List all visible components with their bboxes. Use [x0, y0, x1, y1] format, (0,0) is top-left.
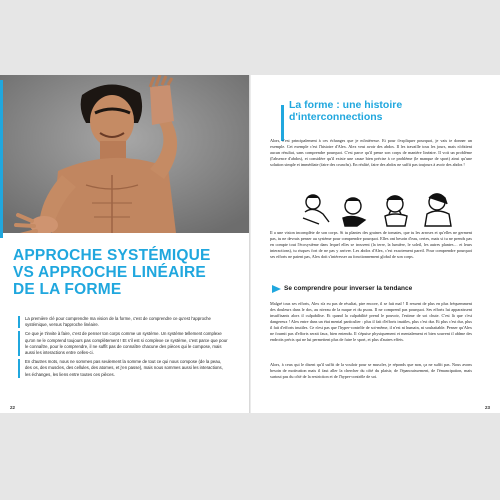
title-line: d'interconnections: [289, 111, 383, 123]
title-line: VS APPROCHE LINÉAIRE: [13, 264, 206, 281]
section-title: [289, 99, 459, 123]
arrow-right-icon: [272, 285, 281, 293]
right-page: [251, 75, 500, 413]
intro-paragraph: En d'autres mots, nous ne sommes pas seulement la somme de tout ce qui nous compose (de la peau, des os, des muscles, des cellules, des atomes, et j'en passe), mais nous sommes aussi les interactions, les échanges, les liens entre toutes ces pièces.: [18, 359, 228, 378]
title-line: La forme : une histoire: [289, 99, 403, 111]
title-line: DE LA FORME: [13, 281, 122, 298]
accent-bar: [281, 105, 284, 141]
page-number: 23: [484, 405, 490, 410]
man-photo: [0, 75, 249, 233]
body-paragraph: Alors, à ceux qui le disent qu'il suffit de la vouloir pour se muscler, je réponds que non, ça ne suffit pas. Nous avons besoin de motivation mais il faut aller la chercher du côté du plaisir, de l'épanouissement, de l'émancipation, mais surtout pas du côté de la restriction et de l'hyper-contrôle de soi.: [270, 362, 472, 379]
photo-man-reaching-hand-icon: [0, 75, 249, 233]
subheading-label: Se comprendre pour inverser la tendance: [284, 285, 413, 292]
title-line: APPROCHE SYSTÉMIQUE: [13, 247, 211, 264]
subheading: [270, 284, 480, 294]
intro-text: [18, 316, 228, 381]
intro-paragraph: Ce que je t'invite à faire, c'est de penser ton corps comme un système. Un système tellement complexe qu'on ne le comprend toujours pas complètement ! Et s'il est si complexe ce système, c'est parce que pour le connaître, pour le comprendre, il ne suffit pas de connaître chacune des pièces qui le compose, mais aussi les interactions entre celles-ci.: [18, 331, 228, 356]
intro-paragraph: La première clé pour comprendre ma vision de la forme, c'est de comprendre ce qu'est l'approche systémique, versus l'approche linéaire.: [18, 316, 228, 328]
accent-bar: [0, 80, 3, 238]
body-paragraph: Alors, c'est principalement à ces échanges que je m'intéresse. Et pour t'expliquer pourquoi, je vais te donner un exemple. Cet exemple c'est l'histoire d'Alex. Alex veut avoir des abdos. Il les travaille tous les jours, mais n'obtient aucun résultat, sans comprendre pourquoi. C'est parce qu'il pense son corps de manière linéaire. Il voit un problème (l'absence d'abdos), et considère qu'il existe une cause bien précise à ce problème (le manque de sport) ainsi qu'une solution simple et immédiate (faire des crunchs). En réalité, faire des abdos ne suffit pas toujours à avoir des abdos !: [270, 138, 472, 167]
book-spread: [0, 75, 500, 413]
page-number: 22: [10, 405, 16, 410]
body-paragraph: Il a une vision incomplète de son corps. Si tu plantes des graines de tomates, que tu les arroses et qu'elles ne germent pas, tu ne devrais penser au système pour comprendre pourquoi. Elles ont besoin d'eau, certes, mais si tu ne prends pas en compte tout l'écosystème dans lequel elles se trouvent (la terre, la lumière, le soleil, les autres plantes… et leurs interactions), tu risques fort de ne pas y arriver. Les abdos d'Alex, c'est exactement pareil. Pour comprendre pourquoi ses efforts ne paient pas, Alex doit s'intéresser au fonctionnement global de son corps.: [270, 230, 472, 259]
left-page: [0, 75, 249, 413]
body-paragraph: Malgré tous ses efforts, Alex n'a eu pas de résultat, pire encore, il se fait mal ! Il ressent de plus en plus fréquemment des douleurs dans le dos, au niveau de la nuque et du psoas. Il ne comprend pas pourquoi. Ses efforts lui apparaissent insuffisants alors il culpabilise. Et quand la culpabilité prend le pouvoir, l'estime de soi chute. C'est là que c'est dangereux ! Alex entre dans un état mental particulier : plus il fait d'efforts inutiles, plus c'est dur. Et plus c'est dur, plus il fait d'efforts inutiles. Ce n'est pas que l'hyper-contrôle de soi-même, il n'est ni humain, ni souhaitable. Penser qu'Alex ne fournit pas d'efforts serait faux, bien entendu. Il s'épuise physiquement et mentalement et bien souvent il abîme des endroits précis qui ne lui permettent plus de faire le sport, et plus d'autres effets.: [270, 301, 472, 342]
page-title: [13, 247, 243, 298]
cartoon-figures-icon: [291, 188, 461, 228]
